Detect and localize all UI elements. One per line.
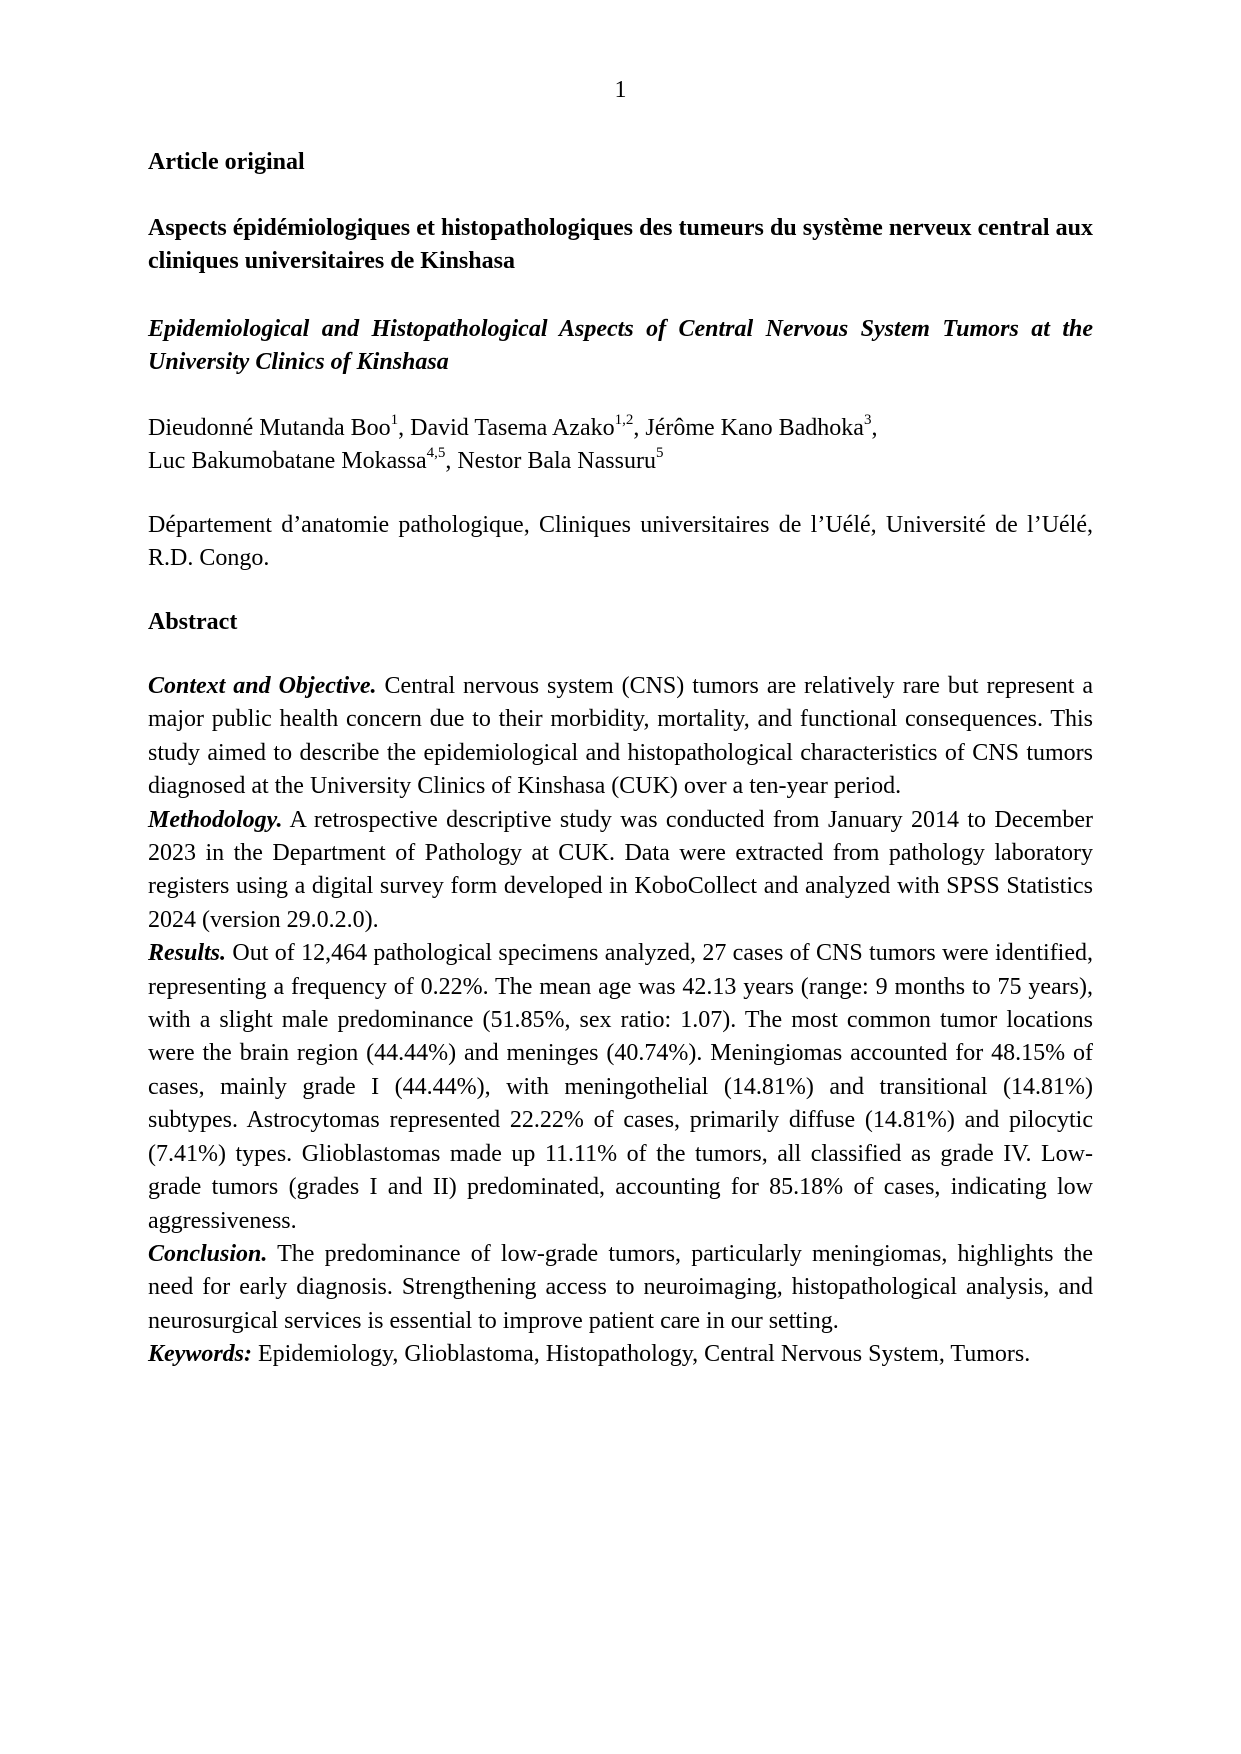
abstract-body [148,670,1093,1372]
author-affiliation-mark: 4,5 [426,445,446,461]
abstract-keywords [148,1338,1093,1371]
author [645,412,878,441]
page-number: 1 [614,77,627,103]
author-name: David Tasema Azako [410,415,615,441]
abstract-results-label: Results. [148,940,227,967]
author-name: Luc Bakumobatane Mokassa [148,448,427,474]
author-affiliation-mark: 5 [655,445,664,461]
abstract-methodology-label: Methodology. [148,806,283,833]
author-affiliation-mark: 3 [863,412,872,428]
abstract-conclusion-label: Conclusion. [148,1240,268,1267]
author-separator: , [445,448,458,474]
abstract-heading: Abstract [148,609,238,635]
article-content [148,146,1093,1372]
author-name: Jérôme Kano Badhoka [645,415,864,441]
author-affiliation-mark: 1,2 [614,412,634,428]
author [148,412,411,441]
abstract-results [148,937,1093,1238]
affiliation: Département d’anatomie pathologique, Cliniques universitaires de l’Uélé, Université de l’Uélé, R.D. Congo. [148,512,1093,571]
title-french: Aspects épidémiologiques et histopathologiques des tumeurs du système nerveux central aux cliniques universitaires de Kinshasa [148,215,1093,274]
author-separator: , [871,415,878,441]
abstract-context-label: Context and Objective. [148,673,377,699]
abstract-context [148,670,1093,804]
title-english: Epidemiological and Histopathological Aspects of Central Nervous System Tumors at the University Clinics of Kinshasa [148,316,1093,375]
abstract-methodology-text: A retrospective descriptive study was conducted from January 2014 to December 2023 in the Department of Pathology at CUK. Data were extracted from pathology laboratory registers using a digital survey form developed in KoboCollect and analyzed with SPSS Statistics 2024 (version 29.0.2.0). [148,806,1093,933]
author-affiliation-mark: 1 [390,412,399,428]
abstract-conclusion-text: The predominance of low-grade tumors, particularly meningiomas, highlights the need for early diagnosis. Strengthening access to neuroimaging, histopathological analysis, and neurosurgical services is essential to improve patient care in our setting. [148,1240,1093,1334]
author-list [148,412,1093,478]
author-name: Dieudonné Mutanda Boo [148,415,391,441]
author-separator: , [633,415,646,441]
abstract-keywords-text: Epidemiology, Glioblastoma, Histopathology, Central Nervous System, Tumors. [252,1341,1031,1368]
abstract-methodology [148,804,1093,938]
author-separator: , [398,415,411,441]
author [457,445,664,474]
abstract-keywords-label: Keywords: [148,1341,252,1368]
article-type: Article original [148,149,305,175]
author-name: Nestor Bala Nassuru [457,448,656,474]
abstract-context-text: Central nervous system (CNS) tumors are relatively rare but represent a major public health concern due to their morbidity, mortality, and functional consequences. This study aimed to describe the epidemiological and histopathological characteristics of CNS tumors diagnosed at the University Clinics of Kinshasa (CUK) over a ten-year period. [148,673,1094,800]
abstract-results-text: Out of 12,464 pathological specimens analyzed, 27 cases of CNS tumors were identified, representing a frequency of 0.22%. The mean age was 42.13 years (range: 9 months to 75 years), with a slight male predominance (51.85%, sex ratio: 1.07). The most common tumor locations were the brain region (44.44%) and meninges (40.74%). Meningiomas accounted for 48.15% of cases, mainly grade I (44.44%), with meningothelial (14.81%) and transitional (14.81%) subtypes. Astrocytomas represented 22.22% of cases, primarily diffuse (14.81%) and pilocytic (7.41%) types. Glioblastomas made up 11.11% of the tumors, all classified as grade IV. Low-grade tumors (grades I and II) predominated, accounting for 85.18% of cases, indicating low aggressiveness. [148,940,1093,1234]
author [410,412,646,441]
author [148,445,458,474]
abstract-conclusion [148,1238,1093,1338]
